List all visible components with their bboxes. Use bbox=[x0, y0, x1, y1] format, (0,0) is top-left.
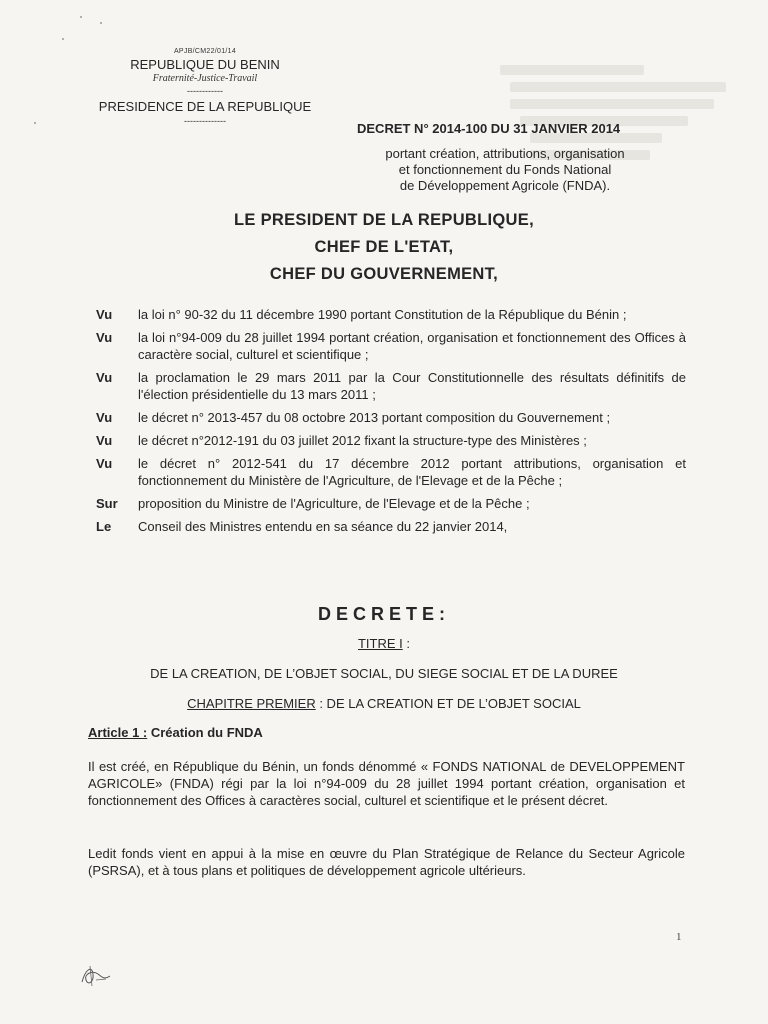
title-label: TITRE I bbox=[357, 636, 403, 651]
national-motto: Fraternité-Justice-Travail bbox=[152, 73, 258, 84]
presidency-label: PRESIDENCE DE LA REPUBLIQUE bbox=[98, 99, 312, 114]
chapter-label: CHAPITRE PREMIER bbox=[187, 696, 316, 711]
visa-label: Sur bbox=[96, 496, 118, 511]
chapter-heading bbox=[0, 696, 768, 711]
visa-label: Vu bbox=[96, 330, 113, 345]
visa-item bbox=[96, 306, 686, 323]
president-title-line: LE PRESIDENT DE LA REPUBLIQUE, bbox=[234, 211, 534, 229]
visa-text: le décret n° 2013-457 du 08 octobre 2013 portant composition du Gouvernement ; bbox=[138, 410, 611, 425]
visas-list bbox=[96, 306, 686, 541]
visa-item bbox=[96, 329, 686, 363]
visa-item bbox=[96, 518, 686, 535]
title-heading bbox=[0, 636, 768, 651]
scan-speck bbox=[62, 38, 64, 40]
visa-item bbox=[96, 432, 686, 449]
visa-text: le décret n° 2012-541 du 17 décembre 2012 portant attributions, organisation et fonctionnement du Ministère de l'Agriculture, de l'Elevage et de la Pêche ; bbox=[138, 456, 686, 488]
title-description: DE LA CREATION, DE L’OBJET SOCIAL, DU SIEGE SOCIAL ET DE LA DUREE bbox=[150, 666, 618, 681]
visa-item bbox=[96, 495, 686, 512]
decree-title: DECRET N° 2014-100 DU 31 JANVIER 2014 bbox=[357, 121, 621, 136]
visa-label: Vu bbox=[96, 433, 113, 448]
visa-text: la loi n°94-009 du 28 juillet 1994 portant création, organisation et fonctionnement des Offices à caractère social, culturel et scientifique ; bbox=[138, 330, 686, 362]
visa-text: proposition du Ministre de l'Agriculture, de l'Elevage et de la Pêche ; bbox=[138, 496, 530, 511]
visa-text: la loi n° 90-32 du 11 décembre 1990 portant Constitution de la République du Bénin ; bbox=[138, 307, 627, 322]
visa-text: le décret n°2012-191 du 03 juillet 2012 fixant la structure-type des Ministères ; bbox=[138, 433, 587, 448]
separator-line: ------------ bbox=[187, 86, 223, 96]
country-name: REPUBLIQUE DU BENIN bbox=[130, 57, 280, 72]
article-paragraph: Ledit fonds vient en appui à la mise en œuvre du Plan Stratégique de Relance du Secteur Agricole (PSRSA), et à tous plans et politiques de développement agricole ultérieurs. bbox=[88, 846, 685, 878]
visa-text: la proclamation le 29 mars 2011 par la Cour Constitutionnelle des résultats définitifs de l'élection présidentielle du 13 mars 2011 ; bbox=[138, 370, 686, 402]
visa-item bbox=[96, 369, 686, 403]
decree-subtitle-line: de Développement Agricole (FNDA). bbox=[399, 178, 611, 193]
visa-label: Le bbox=[96, 519, 112, 534]
initials-signature-icon bbox=[78, 960, 114, 990]
scan-speck bbox=[34, 122, 36, 124]
separator-line: -------------- bbox=[184, 116, 226, 126]
article-paragraph: Il est créé, en République du Bénin, un fonds dénommé « FONDS NATIONAL de DEVELOPPEMENT AGRICOLE» (FNDA) régi par la loi n°94-009 du 28 juillet 1994 portant création, organisation et fonctionnement des Offices à caractères social, culturel et scientifique et le présent décret. bbox=[88, 759, 685, 808]
title-suffix: : bbox=[402, 636, 410, 651]
scan-speck bbox=[100, 22, 102, 24]
president-titles bbox=[0, 207, 768, 288]
reference-number: APJB/CM22/01/14 bbox=[173, 48, 237, 55]
decrete-heading: DECRETE: bbox=[317, 604, 450, 624]
visa-label: Vu bbox=[96, 370, 113, 385]
article-heading bbox=[88, 725, 263, 740]
decree-subtitle-line: et fonctionnement du Fonds National bbox=[398, 162, 612, 177]
visa-label: Vu bbox=[96, 307, 113, 322]
decree-subtitle bbox=[360, 146, 650, 194]
scan-speck bbox=[80, 16, 82, 18]
article-label: Article 1 : bbox=[88, 725, 148, 740]
president-title-line: CHEF DE L'ETAT, bbox=[314, 238, 454, 256]
article-title: Création du FNDA bbox=[147, 725, 263, 740]
chapter-text: : DE LA CREATION ET DE L’OBJET SOCIAL bbox=[315, 696, 581, 711]
president-title-line: CHEF DU GOUVERNEMENT, bbox=[269, 265, 499, 283]
visa-item bbox=[96, 455, 686, 489]
visa-text: Conseil des Ministres entendu en sa séance du 22 janvier 2014, bbox=[138, 519, 508, 534]
decree-subtitle-line: portant création, attributions, organisation bbox=[385, 146, 625, 161]
page-number: 1 bbox=[676, 931, 682, 943]
visa-label: Vu bbox=[96, 410, 113, 425]
visa-label: Vu bbox=[96, 456, 113, 471]
visa-item bbox=[96, 409, 686, 426]
letterhead bbox=[85, 48, 325, 126]
